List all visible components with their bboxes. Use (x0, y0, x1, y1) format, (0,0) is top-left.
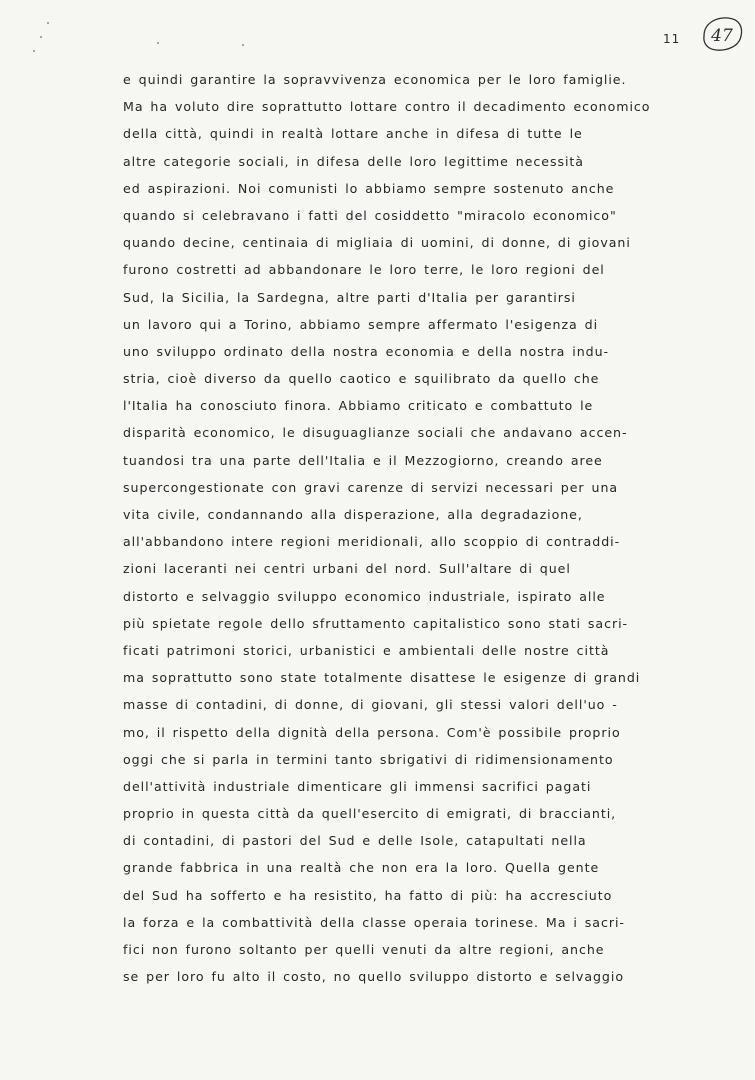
text-line: ficati patrimoni storici, urbanistici e ambientali delle nostre città (123, 642, 610, 658)
text-line: distorto e selvaggio sviluppo economico industriale, ispirato alle (123, 588, 606, 604)
text-line: quando si celebravano i fatti del cosiddetto "miracolo economico" (123, 207, 617, 223)
text-line: grande fabbrica in una realtà che non era la loro. Quella gente (123, 860, 600, 876)
text-line: oggi che si parla in termini tanto sbrigativi di ridimensionamento (123, 751, 614, 767)
scan-speck (33, 50, 35, 52)
text-line: supercongestionate con gravi carenze di servizi necessari per una (123, 479, 619, 495)
text-line: altre categorie sociali, in difesa delle loro legittime necessità (123, 153, 584, 169)
text-line: quando decine, centinaia di migliaia di uomini, di donne, di giovani (123, 235, 631, 251)
scan-speck (40, 36, 42, 38)
text-line: e quindi garantire la sopravvivenza economica per le loro famiglie. (123, 72, 627, 87)
text-line: uno sviluppo ordinato della nostra economia e della nostra indu- (123, 343, 610, 359)
text-line: disparità economico, le disuguaglianze sociali che andavano accen- (123, 425, 628, 441)
page-number: 11 (663, 32, 681, 46)
body-text (123, 66, 683, 990)
text-line: se per loro fu alto il costo, no quello sviluppo distorto e selvaggio (123, 969, 624, 985)
text-line: stria, cioè diverso da quello caotico e squilibrato da quello che (123, 371, 600, 387)
text-line: mo, il rispetto della dignità della persona. Com'è possibile proprio (123, 724, 621, 740)
text-line: del Sud ha sofferto e ha resistito, ha fatto di più: ha accresciuto (123, 887, 613, 903)
text-line: tuandosi tra una parte dell'Italia e il Mezzogiorno, creando aree (123, 452, 603, 468)
scan-speck (242, 44, 244, 46)
text-line: vita civile, condannando alla disperazione, alla degradazione, (123, 507, 583, 522)
text-line: la forza e la combattività della classe operaia torinese. Ma i sacri- (123, 914, 625, 930)
text-line: l'Italia ha conosciuto finora. Abbiamo criticato e combattuto le (123, 398, 594, 414)
text-line: Ma ha voluto dire soprattutto lottare contro il decadimento economico (123, 99, 651, 115)
text-line: un lavoro qui a Torino, abbiamo sempre affermato l'esigenza di (123, 316, 599, 332)
text-line: proprio in questa città da quell'esercito di emigrati, di braccianti, (123, 806, 617, 822)
text-line: zioni laceranti nei centri urbani del nord. Sull'altare di quel (123, 561, 571, 577)
text-line: fici non furono soltanto per quelli venuti da altre regioni, anche (123, 942, 605, 957)
text-line: furono costretti ad abbandonare le loro terre, le loro regioni del (123, 262, 605, 278)
text-line: di contadini, di pastori del Sud e delle Isole, catapultati nella (123, 833, 587, 849)
handwritten-folio-stamp (700, 14, 744, 54)
text-line: all'abbandono intere regioni meridionali, allo scoppio di contraddi- (123, 534, 621, 550)
text-line: ed aspirazioni. Noi comunisti lo abbiamo sempre sostenuto anche (123, 180, 615, 196)
text-line: masse di contadini, di donne, di giovani, gli stessi valori dell'uo - (123, 697, 618, 713)
text-line: più spietate regole dello sfruttamento capitalistico sono stati sacri- (123, 615, 629, 631)
scan-speck (157, 42, 159, 44)
text-line: della città, quindi in realtà lottare anche in difesa di tutte le (123, 126, 583, 142)
text-line: dell'attività industriale dimenticare gli immensi sacrifici pagati (123, 778, 592, 794)
scan-speck (47, 22, 49, 24)
folio-number: 47 (711, 26, 733, 46)
text-line: Sud, la Sicilia, la Sardegna, altre parti d'Italia per garantirsi (123, 289, 576, 305)
text-line: ma soprattutto sono state totalmente disattese le esigenze di grandi (123, 670, 641, 686)
